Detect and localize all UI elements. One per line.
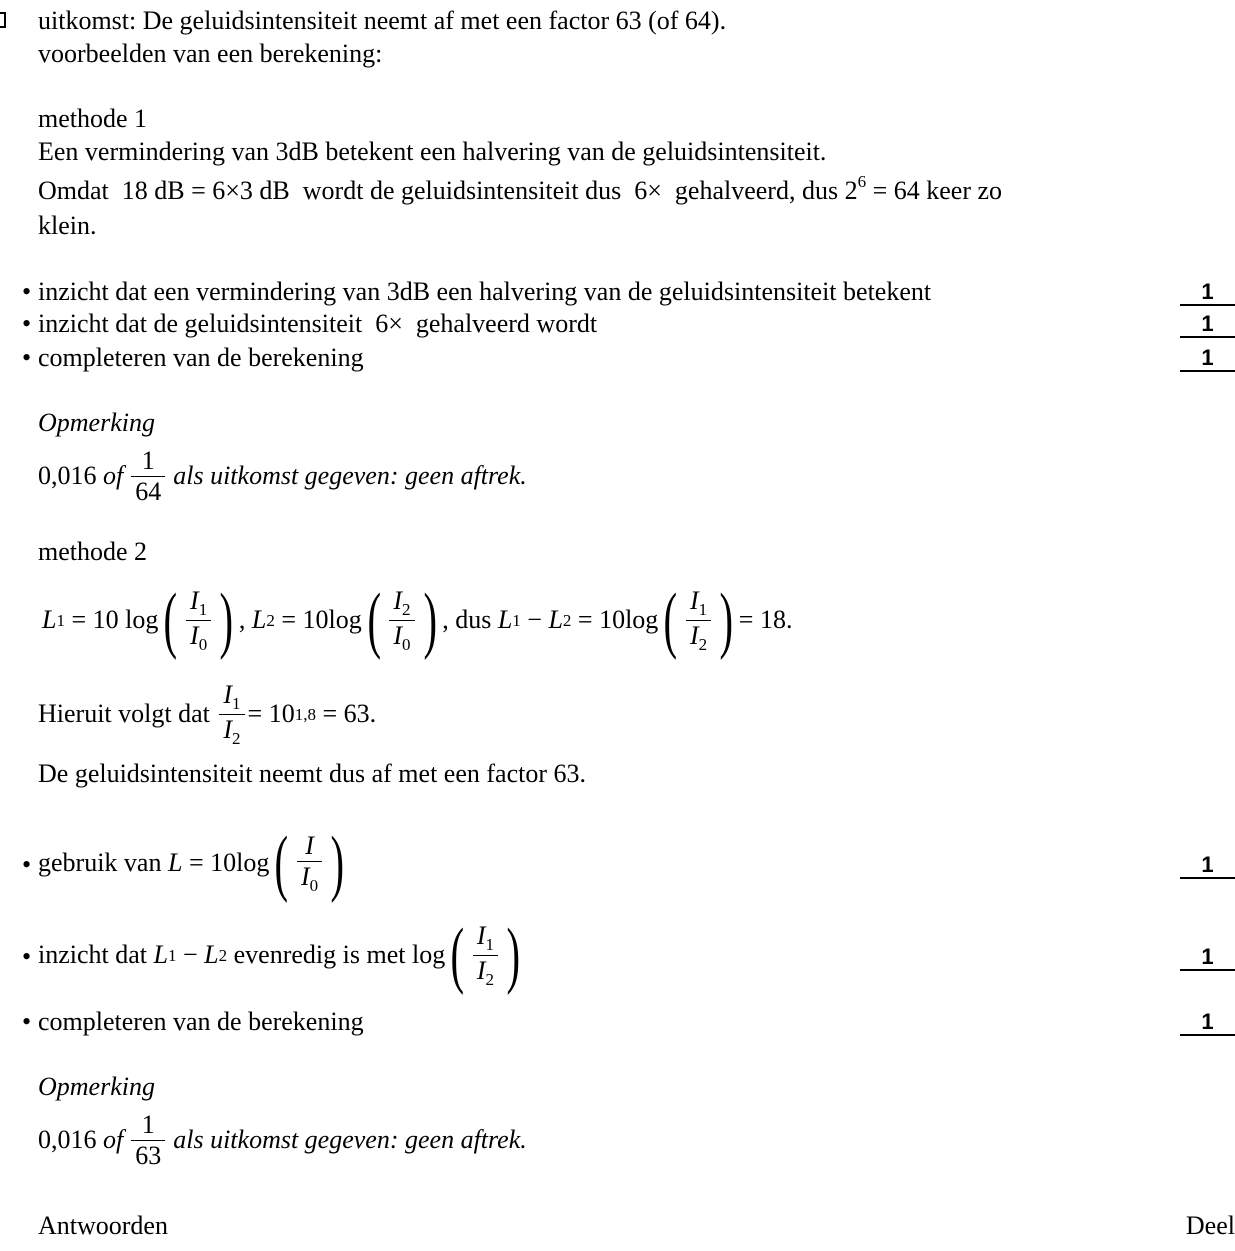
- method2-equation: L 1 = 10 log ( $\frac{I_1}{I_0}$ ) , L 2 = 10log ( $\frac{I_2}{I_0}$ ) , dus L 1 − L 2 = 10log ( $\frac{I_1}{I_2}$ ) = 18.: [42, 579, 793, 661]
- score-value: 1: [1180, 1011, 1235, 1036]
- footer-left: Antwoorden: [38, 1211, 168, 1240]
- method2-conclusion: De geluidsintensiteit neemt dus af met een factor 63.: [38, 759, 586, 788]
- method1-heading: methode 1: [38, 104, 148, 133]
- score-value: 1: [1180, 854, 1235, 879]
- intro-line-1: uitkomst: De geluidsintensiteit neemt af met een factor 63 (of 64).: [38, 6, 727, 35]
- method1-line-3: klein.: [38, 211, 97, 240]
- footer-right: Deel: [1185, 1211, 1235, 1240]
- method1-remark: 0,016 of $\frac{1}{64}$ als uitkomst gegeven: geen aftrek.: [38, 446, 527, 506]
- score-value: 1: [1180, 946, 1235, 971]
- method2-remark: 0,016 of $\frac{1}{63}$ als uitkomst gegeven: geen aftrek.: [38, 1110, 527, 1170]
- method1-line-1: Een vermindering van 3dB betekent een halvering van de geluidsintensiteit.: [38, 137, 827, 166]
- score-value: 1: [1180, 313, 1235, 338]
- method1-line-2: Omdat 18 dB = 6×3 dB wordt de geluidsintensiteit dus 6× gehalveerd, dus $2^6 = 64$ keer zo: [38, 172, 1003, 205]
- method2-remark-title: Opmerking: [38, 1072, 155, 1101]
- intro-line-2: voorbeelden van een berekening:: [38, 39, 383, 68]
- checkbox-marker: [0, 12, 6, 28]
- method2-heading: methode 2: [38, 537, 148, 566]
- score-value: 1: [1180, 281, 1235, 306]
- method1-remark-title: Opmerking: [38, 408, 155, 437]
- score-value: 1: [1180, 347, 1235, 372]
- method2-hieruit: Hieruit volgt dat $\frac{I_1}{I_2}$ = 10 1,8 = 63.: [38, 680, 377, 748]
